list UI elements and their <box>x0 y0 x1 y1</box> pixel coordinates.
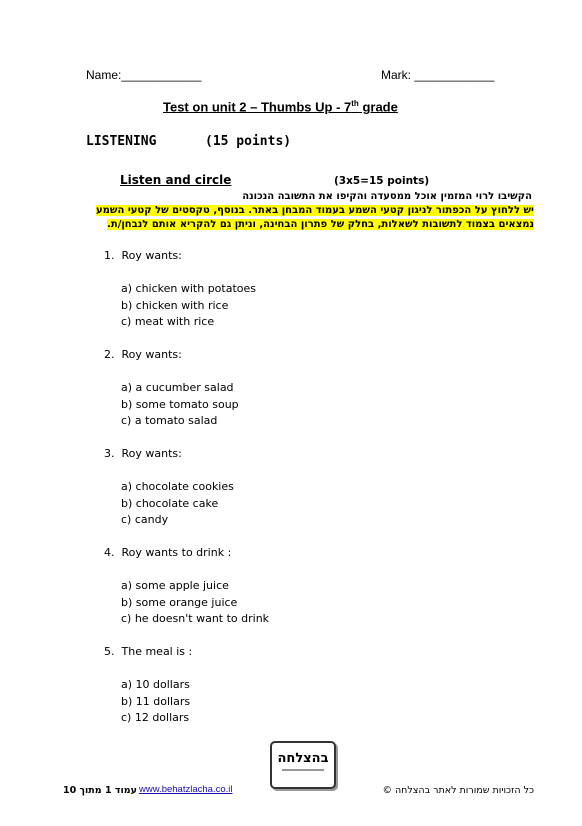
logo-underline <box>282 769 324 771</box>
question-4-options <box>121 578 269 628</box>
question-2 <box>104 348 182 361</box>
answer-option[interactable]: c) meat with rice <box>121 315 215 328</box>
hebrew-note-line2-text: נמצאים בצמוד לתשובות לשאלות, בחלק של פתרון הבחינה, וניתן גם להקריא אותם לנבחן/ת. <box>107 219 534 230</box>
section-points: (15 points) <box>205 134 292 149</box>
answer-option[interactable]: a) a cucumber salad <box>121 381 234 394</box>
test-title-main: Test on unit 2 – Thumbs Up - 7 <box>163 99 352 115</box>
question-3-options <box>121 479 234 529</box>
test-title <box>163 99 398 114</box>
answer-option[interactable]: b) chicken with rice <box>121 298 229 312</box>
answer-option[interactable]: c) a tomato salad <box>121 414 218 427</box>
question-1-options <box>121 281 256 331</box>
mark-field-label: Mark: ____________ <box>381 68 495 82</box>
answer-option[interactable]: a) chicken with potatoes <box>121 282 257 295</box>
question-4 <box>104 546 231 559</box>
question-number: 5. <box>104 645 115 658</box>
task-scoring: (3x5=15 points) <box>334 175 430 187</box>
task-instruction: Listen and circle <box>120 173 232 187</box>
question-number: 4. <box>104 546 115 559</box>
logo-text: בהצלחה <box>277 751 329 766</box>
question-number: 2. <box>104 348 115 361</box>
test-title-end: grade <box>358 99 398 115</box>
hebrew-note-line1 <box>96 205 534 216</box>
hebrew-note-line1-text: יש ללחוץ על הכפתור לניגון קטעי השמע בעמוד המבחן באתר. בנוסף, טקסטים של קטעי השמע <box>96 205 534 216</box>
hebrew-note-line2 <box>107 219 534 230</box>
page-info: עמוד 1 מתוך 10 <box>63 785 137 796</box>
question-5 <box>104 645 192 658</box>
question-3 <box>104 447 182 460</box>
answer-option[interactable]: b) 11 dollars <box>121 694 191 708</box>
question-text: The meal is : <box>121 645 193 658</box>
question-2-options <box>121 380 239 430</box>
test-title-sup: th <box>351 99 359 108</box>
question-text: Roy wants: <box>121 249 182 262</box>
behatzlacha-logo <box>270 741 336 789</box>
name-field-label: Name:____________ <box>86 68 202 82</box>
answer-option[interactable]: a) 10 dollars <box>121 678 190 691</box>
section-heading: LISTENING <box>86 134 157 149</box>
question-5-options <box>121 677 190 727</box>
hebrew-instruction: הקשיבו לרוי המזמין אוכל ממסעדה והקיפו את התשובה הנכונה <box>242 191 532 202</box>
answer-option[interactable]: b) chocolate cake <box>121 496 219 510</box>
question-text: Roy wants: <box>121 348 182 361</box>
question-number: 3. <box>104 447 115 460</box>
answer-option[interactable]: c) 12 dollars <box>121 711 190 724</box>
question-text: Roy wants to drink : <box>121 546 232 559</box>
question-number: 1. <box>104 249 115 262</box>
question-text: Roy wants: <box>121 447 182 460</box>
answer-option[interactable]: c) candy <box>121 513 169 526</box>
answer-option[interactable]: b) some tomato soup <box>121 397 239 411</box>
answer-option[interactable]: c) he doesn't want to drink <box>121 612 270 625</box>
website-link[interactable]: www.behatzlacha.co.il <box>139 784 233 795</box>
answer-option[interactable]: a) chocolate cookies <box>121 480 234 493</box>
question-1 <box>104 249 182 262</box>
copyright-notice: כל הזכויות שמורות לאתר בהצלחה © <box>382 785 534 796</box>
answer-option[interactable]: a) some apple juice <box>121 579 229 592</box>
answer-option[interactable]: b) some orange juice <box>121 595 238 609</box>
